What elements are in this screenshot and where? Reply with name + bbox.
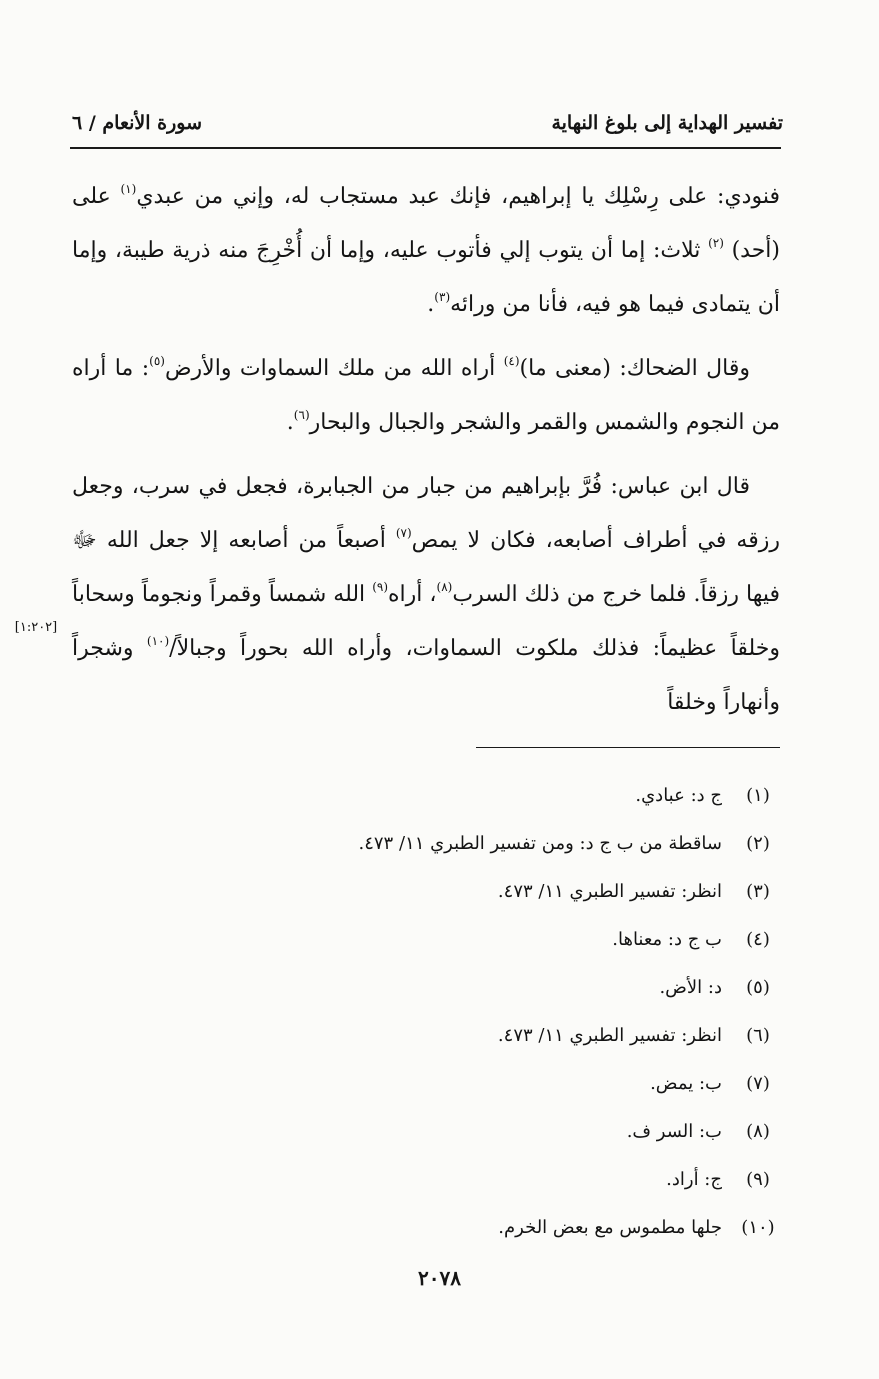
footnote-number: (٢) xyxy=(746,833,770,854)
footnote-text: ج: أراد. xyxy=(666,1169,722,1190)
footnote-number: (٨) xyxy=(746,1121,770,1142)
footnote-number: (١) xyxy=(746,785,770,806)
footnote-ref: (٧) xyxy=(395,526,412,540)
footnote-item xyxy=(260,1060,780,1108)
footnote-item xyxy=(260,820,780,868)
text-segment: قال ابن عباس: فُرَّ بإبراهيم من جبار من الجبابرة، فجعل في سرب، وجعل رزقه في أطراف أصابعه، فكان لا يمص xyxy=(72,474,780,553)
running-header-surah: سورة الأنعام / ٦ xyxy=(72,112,202,134)
footnote-ref: (٢) xyxy=(708,236,724,250)
paragraph-1 xyxy=(72,170,780,332)
footnote-divider xyxy=(476,747,780,748)
footnote-ref: (٨) xyxy=(436,580,453,594)
footnote-number: (٥) xyxy=(746,977,770,998)
footnote-text: د: الأض. xyxy=(659,977,722,998)
footnote-ref: (١) xyxy=(120,182,137,196)
footnote-item xyxy=(260,916,780,964)
text-segment: . xyxy=(286,410,294,435)
footnote-ref: (١٠) xyxy=(146,634,170,648)
footnote-number: (٤) xyxy=(746,929,770,950)
footnotes-list xyxy=(260,772,780,1252)
paragraph-2 xyxy=(72,342,780,450)
footnote-number: (١٠) xyxy=(741,1217,775,1238)
footnote-item xyxy=(260,1012,780,1060)
text-segment: على (أحد) xyxy=(72,184,780,263)
footnote-text: ب: السر ف. xyxy=(626,1121,722,1142)
text-segment: : ما أراه من النجوم والشمس والقمر والشجر والجبال والبحار xyxy=(72,356,780,435)
text-segment: وشجراً وأنهاراً وخلقاً xyxy=(72,636,780,715)
main-text xyxy=(72,170,780,740)
text-segment: أصبعاً من أصابعه إلا جعل الله ﷻ فيها رزقاً. فلما خرج من ذلك السرب xyxy=(72,528,780,607)
text-segment: أراه الله من ملك السماوات والأرض xyxy=(164,356,504,381)
footnote-text: انظر: تفسير الطبري ١١/ ٤٧٣. xyxy=(497,881,722,902)
text-segment: ثلاث: إما أن يتوب إلي فأتوب عليه، وإما أن أُخْرِجَ منه ذرية طيبة، وإما أن يتمادى فيما هو فيه، فأنا من ورائه xyxy=(72,238,780,317)
footnote-text: جلها مطموس مع بعض الخرم. xyxy=(498,1217,722,1238)
footnote-ref: (٤) xyxy=(503,354,520,368)
footnote-item xyxy=(260,964,780,1012)
footnote-text: انظر: تفسير الطبري ١١/ ٤٧٣. xyxy=(497,1025,722,1046)
footnote-number: (٩) xyxy=(746,1169,770,1190)
footnote-text: ساقطة من ب ج د: ومن تفسير الطبري ١١/ ٤٧٣. xyxy=(358,833,722,854)
footnote-text: ج د: عبادي. xyxy=(635,785,722,806)
running-header-book-title: تفسير الهداية إلى بلوغ النهاية xyxy=(551,112,783,134)
footnote-text: ب: يمض. xyxy=(650,1073,722,1094)
paragraph-3 xyxy=(72,460,780,730)
page-number: ٢٠٧٨ xyxy=(418,1266,461,1290)
footnote-number: (٧) xyxy=(746,1073,770,1094)
footnote-item xyxy=(260,772,780,820)
text-segment: الله شمساً وقمراً ونجوماً وسحاباً وخلقاً عظيماً: فذلك ملكوت السماوات، وأراه الله بحوراً وجبالاً/ xyxy=(72,582,780,661)
footnote-item xyxy=(260,1156,780,1204)
footnote-item xyxy=(260,868,780,916)
footnote-item xyxy=(260,1204,780,1252)
footnote-ref: (٥) xyxy=(149,354,165,368)
footnote-number: (٣) xyxy=(746,881,770,902)
text-segment: وقال الضحاك: (معنى ما) xyxy=(519,356,750,381)
footnote-ref: (٣) xyxy=(434,290,451,304)
footnote-ref: (٦) xyxy=(293,408,310,422)
text-segment: فنودي: على رِسْلِك يا إبراهيم، فإنك عبد مستجاب له، وإني من عبدي xyxy=(136,184,780,209)
manuscript-folio-marker: [١:٢٠٢] xyxy=(14,620,58,635)
footnote-item xyxy=(260,1108,780,1156)
header-divider xyxy=(70,147,781,149)
footnote-ref: (٩) xyxy=(372,580,389,594)
footnote-text: ب ج د: معناها. xyxy=(612,929,722,950)
text-segment: . xyxy=(427,292,435,317)
footnote-number: (٦) xyxy=(746,1025,770,1046)
text-segment: ، أراه xyxy=(388,582,437,607)
